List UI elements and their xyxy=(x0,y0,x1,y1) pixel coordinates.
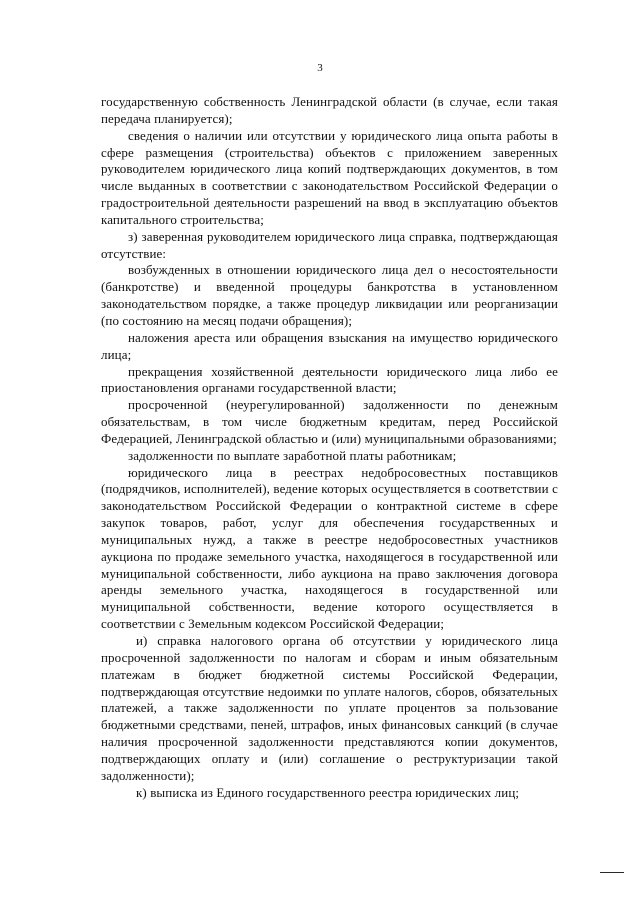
scan-edge-mark xyxy=(600,872,624,873)
paragraph: сведения о наличии или отсутствии у юридического лица опыта работы в сфере размещения (строительства) объектов с приложением заверенных руководителем юридического лица копий подтверждающих документов, в том числе выданных в соответствии с законодательством Российской Федерации о градостроительной деятельности разрешений на ввод в эксплуатацию объектов капитального строительства; xyxy=(101,127,558,227)
paragraph: наложения ареста или обращения взыскания на имущество юридического лица; xyxy=(101,329,558,362)
paragraph: и) справка налогового органа об отсутствии у юридического лица просроченной задолженности по налогам и сборам и иным обязательным платежам в бюджет бюджетной системы Российской Федерации, подтверждающая отсутствие недоимки по уплате налогов, сборов, обязательных платежей, а также задолженности по уплате процентов за пользование бюджетными средствами, пеней, штрафов, иных финансовых санкций (в случае наличия просроченной задолженности представляются копии документов, подтверждающих оплату и (или) соглашение о реструктуризации такой задолженности); xyxy=(101,633,558,783)
document-body xyxy=(101,94,558,801)
page-number: 3 xyxy=(317,62,323,74)
paragraph: государственную собственность Ленинградской области (в случае, если такая передача планируется); xyxy=(101,94,558,126)
paragraph: з) заверенная руководителем юридического лица справка, подтверждающая отсутствие: xyxy=(101,228,558,261)
paragraph: юридического лица в реестрах недобросовестных поставщиков (подрядчиков, исполнителей), ведение которых осуществляется в соответствии с законодательством Российской Федерации о контрактной системе в сфере закупок товаров, работ, услуг для обеспечения государственных и муниципальных нужд, а также в реестре недобросовестных участников аукциона по продаже земельного участка, находящегося в государственной или муниципальной собственности, либо аукциона на право заключения договора аренды земельного участка, находящегося в государственной или муниципальной собственности, ведение которого осуществляется в соответствии с Земельным кодексом Российской Федерации; xyxy=(101,464,558,632)
paragraph: к) выписка из Единого государственного реестра юридических лиц; xyxy=(136,784,520,800)
paragraph: просроченной (неурегулированной) задолженности по денежным обязательствам, в том числе бюджетным кредитам, перед Российской Федерацией, Ленинградской областью и (или) муниципальными образованиями; xyxy=(101,397,558,446)
paragraph: прекращения хозяйственной деятельности юридического лица либо ее приостановления органами государственной власти; xyxy=(101,363,558,396)
paragraph: возбужденных в отношении юридического лица дел о несостоятельности (банкротстве) и введенной процедуры банкротства в установленном законодательством порядке, а также процедур ликвидации или реорганизации (по состоянию на месяц подачи обращения); xyxy=(101,262,558,328)
paragraph: задолженности по выплате заработной платы работникам; xyxy=(128,447,457,463)
